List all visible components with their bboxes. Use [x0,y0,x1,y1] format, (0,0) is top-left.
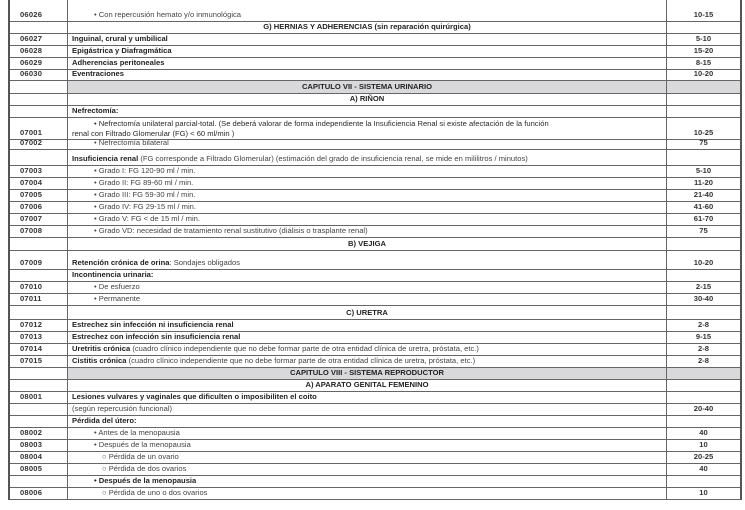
description-cell: ○ Pérdida de dos ovarios [68,464,667,475]
value-cell [667,368,740,379]
code-cell: 07007 [10,214,68,225]
table-row [10,226,740,238]
section-header-row [10,306,740,320]
code-cell: 08001 [10,392,68,403]
description-cell: • Grado I: FG 120-90 ml / min. [68,166,667,177]
code-cell: 06029 [10,58,68,69]
disability-rating-table [8,0,742,500]
code-cell [10,368,68,379]
table-row [10,404,740,416]
chapter-header-row [10,81,740,94]
description-term: Cistitis crónica [72,356,127,365]
table-row [10,428,740,440]
table-row [10,34,740,46]
code-cell: 08006 [10,488,68,499]
table-row [10,150,740,166]
value-cell [667,306,740,319]
code-cell [10,416,68,427]
rating-value: 5-10 [695,166,712,175]
table-row [10,344,740,356]
description-cell: ○ Pérdida de un ovario [68,452,667,463]
code-cell: 07011 [10,294,68,305]
description-cell: Estrechez con infección sin insuficiencia renal [68,332,667,343]
section-header-row [10,22,740,34]
description-cell: Estrechez sin infección ni insuficiencia renal [68,320,667,331]
table-row [10,476,740,488]
code-cell: 06030 [10,70,68,80]
code-cell [10,150,68,165]
rating-value: 15-20 [693,46,714,55]
description-cell: Adherencias peritoneales [68,58,667,69]
rating-value: 40 [699,464,708,473]
table-row [10,251,740,270]
table-row [10,0,740,22]
table-row [10,270,740,282]
description-cell: Incontinencia urinaria: [68,270,667,281]
rating-value: 20-40 [693,404,714,413]
description-cell: Nefrectomía: [68,106,667,117]
rating-value: 10 [699,488,708,497]
section-title: A) APARATO GENITAL FEMENINO [68,380,667,391]
code-cell [10,380,68,391]
code-cell: 07008 [10,226,68,237]
table-row [10,464,740,476]
rating-value: 2-8 [698,320,709,329]
code-cell: 07013 [10,332,68,343]
description-cell [68,251,667,269]
section-title: C) URETRA [68,306,667,319]
code-cell: 08002 [10,428,68,439]
table-row [10,46,740,58]
description-cell: • Después de la menopausia [68,440,667,451]
description-cell: Lesiones vulvares y vaginales que dificulten o imposibiliten el coito [68,392,667,403]
table-row [10,294,740,306]
code-cell: 06026 [10,0,68,21]
description-term: Uretritis crónica [72,344,131,353]
table-row [10,416,740,428]
value-cell [667,238,740,250]
description-cell: • Con repercusión hemato y/o inmunológica [68,0,667,21]
section-header-row [10,380,740,392]
value-cell [667,380,740,391]
rating-value: 11-20 [693,178,713,187]
table-row [10,356,740,368]
table-row [10,202,740,214]
rating-value: 40 [699,428,708,437]
value-cell [667,94,740,105]
rating-value: 10-15 [693,10,714,19]
code-cell: 07004 [10,178,68,189]
description-term: Insuficiencia renal [72,154,139,163]
rating-value: 21-40 [693,190,714,199]
rating-value: 2-15 [695,282,712,291]
description-cell: • Grado V: FG < de 15 ml / min. [68,214,667,225]
value-cell [667,22,740,33]
table-row [10,440,740,452]
rating-value: 20-25 [693,452,714,461]
description-line: renal con Filtrado Glomerular (FG) < 60 ml/min ) [72,129,235,138]
rating-value [667,476,740,487]
code-cell: 07014 [10,344,68,355]
code-cell: 08003 [10,440,68,451]
rating-value: 10 [699,440,708,449]
code-cell: 06028 [10,46,68,57]
description-cell: • Permanente [68,294,667,305]
code-cell: 07010 [10,282,68,293]
code-cell [10,306,68,319]
code-cell: 07006 [10,202,68,213]
table-row [10,190,740,202]
description-cell [68,118,667,139]
rating-value: 9-15 [695,332,712,341]
code-cell [10,238,68,250]
code-cell: 07012 [10,320,68,331]
description-note: : Sondajes obligados [169,258,240,267]
rating-value: 61-70 [693,214,714,223]
rating-value: 10-20 [693,258,714,267]
value-cell [667,81,740,93]
description-cell: Pérdida del útero: [68,416,667,427]
description-line: • Nefrectomía unilateral parcial-total. (Se deberá valorar de forma independiente la Insuficiencia Renal si existe afectación de la función [94,119,549,128]
section-title: G) HERNIAS Y ADHERENCIAS (sin reparación quirúrgica) [68,22,667,33]
code-cell: 08005 [10,464,68,475]
description-cell: • Antes de la menopausia [68,428,667,439]
description-cell: • De esfuerzo [68,282,667,293]
table-row [10,488,740,500]
table-row [10,178,740,190]
code-cell [10,404,68,415]
table-row [10,166,740,178]
description-cell [68,150,667,165]
table-row [10,70,740,81]
rating-value: 75 [699,140,708,147]
table-row [10,58,740,70]
code-cell [10,106,68,117]
code-cell: 07001 [10,118,68,139]
rating-value [667,416,740,427]
rating-value: 2-8 [698,356,709,365]
rating-value [667,392,740,403]
code-cell: 07015 [10,356,68,367]
code-cell [10,270,68,281]
table-row [10,106,740,118]
table-row [10,214,740,226]
description-cell: • Después de la menopausia [68,476,667,487]
rating-value: 10-20 [693,70,714,78]
description-cell [68,356,667,367]
table-row [10,282,740,294]
description-cell: • Grado IV: FG 29-15 ml / min. [68,202,667,213]
table-row [10,332,740,344]
description-cell [68,344,667,355]
table-row [10,392,740,404]
code-cell: 06027 [10,34,68,45]
rating-value: 41-60 [693,202,714,211]
code-cell [10,94,68,105]
description-note: (cuadro clínico independiente que no debe formar parte de otra entidad clínica de uretra, próstata, etc.) [126,356,476,365]
chapter-title: CAPITULO VII - SISTEMA URINARIO [68,81,667,93]
code-cell: 07003 [10,166,68,177]
table-row [10,320,740,332]
description-cell: ○ Pérdida de uno o dos ovarios [68,488,667,499]
description-note: (cuadro clínico independiente que no debe formar parte de otra entidad clínica de uretra, próstata, etc.) [130,344,479,353]
description-cell: • Nefrectomía bilateral [68,140,667,149]
description-term: Retención crónica de orina [72,258,170,267]
rating-value: 75 [699,226,708,235]
rating-value: 30-40 [693,294,714,303]
description-cell: Epigástrica y Diafragmática [68,46,667,57]
code-cell [10,81,68,93]
rating-value [667,270,740,281]
description-cell: • Grado VD: necesidad de tratamiento renal sustitutivo (diálisis o trasplante renal) [68,226,667,237]
code-cell: 07005 [10,190,68,201]
description-cell: • Grado II: FG 89-60 ml / min. [68,178,667,189]
description-note: (FG corresponde a Filtrado Glomerular) (estimación del grado de insuficiencia renal, se mide en mililitros / minutos) [138,154,528,163]
description-cell: Eventraciones [68,70,667,80]
code-cell: 07002 [10,140,68,149]
table-row [10,118,740,140]
chapter-header-row [10,368,740,380]
section-title: B) VEJIGA [68,238,667,250]
description-cell: (según repercusión funcional) [68,404,667,415]
section-header-row [10,238,740,251]
description-cell: • Grado III: FG 59-30 ml / min. [68,190,667,201]
code-cell: 07009 [10,251,68,269]
section-title: A) RIÑON [68,94,667,105]
table-row [10,452,740,464]
code-cell: 08004 [10,452,68,463]
rating-value [667,106,740,117]
table-row [10,140,740,150]
chapter-title: CAPITULO VIII - SISTEMA REPRODUCTOR [68,368,667,379]
section-header-row [10,94,740,106]
code-cell [10,22,68,33]
rating-value: 10-25 [693,128,714,137]
description-cell: Inguinal, crural y umbilical [68,34,667,45]
code-cell [10,476,68,487]
rating-value: 8-15 [695,58,712,67]
rating-value: 5-10 [695,34,712,43]
rating-value: 2-8 [698,344,709,353]
rating-value [667,150,740,165]
